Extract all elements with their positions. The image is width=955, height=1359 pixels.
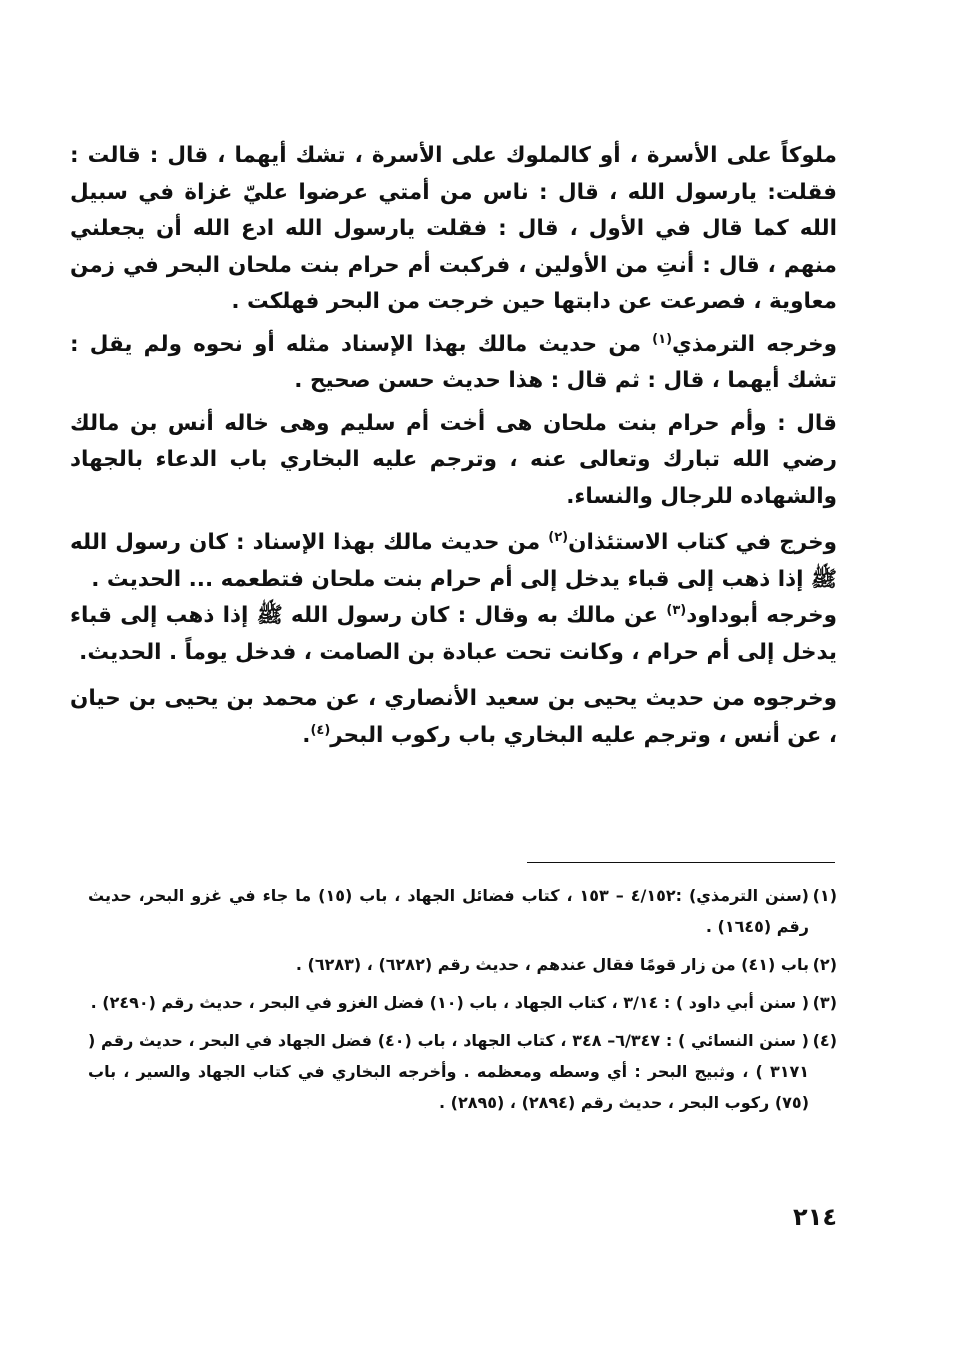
footnote-4-text: ( سنن النسائي ) : ٦/٣٤٧– ٣٤٨ ، كتاب الجهاد ، باب (٤٠) فضل الجهاد في البحر ، حديث رقم ( ٣١٧١ ) ، وثبيج البحر : أي وسطه ومعظمه . وأخرجه البخاري في كتاب الجهاد والسير ، باب (٧٥) ركوب البحر ، حديث رقم (٢٨٩٤) ، (٢٨٩٥) . xyxy=(88,1031,809,1112)
paragraph-3: قال : وأم حرام بنت ملحان هى أخت أم سليم وهى خاله أنس بن مالك رضي الله تبارك وتعالى عنه ، وترجم عليه البخاري باب الدعاء بالجهاد والشهاده للرجال والنساء. xyxy=(70,410,837,509)
main-text xyxy=(70,138,837,754)
footnote-ref-3: (٣) xyxy=(666,602,687,618)
footnote-3-number: (٣) xyxy=(812,993,837,1012)
paragraph-5-start: وخرجه أبوداود xyxy=(686,603,837,628)
paragraph-4-rest: من حديث مالك بهذا الإسناد : كان رسول الله ﷺ إذا ذهب إلى قباء يدخل إلى أم حرام بنت ملحان فتطعمه ... الحديث . xyxy=(70,530,837,592)
footnote-1-number: (١) xyxy=(812,886,837,905)
paragraph-4 xyxy=(70,525,837,598)
footnote-4-number: (٤) xyxy=(812,1031,837,1050)
paragraph-2 xyxy=(70,327,837,400)
footnote-2-text: باب (٤١) من زار قومًا فقال عندهم ، حديث رقم (٦٢٨٢) ، (٦٢٨٣) . xyxy=(295,955,809,974)
footnote-divider xyxy=(527,862,835,863)
paragraph-1: ملوكاً على الأسرة ، أو كالملوك على الأسرة ، تشك أيهما ، قال : قالت : فقلت: يارسول الله ، قال : ناس من أمتي عرضوا عليّ غزاة في سبيل الله كما قال في الأول ، قال : فقلت يارسول الله ادع الله أن يجعلني منهم ، قال : أنتِ من الأولين ، فركبت أم حرام بنت ملحان البحر في زمن معاوية ، فصرعت عن دابتها حين خرجت من البحر فهلكت . xyxy=(70,143,837,314)
page-number: ٢١٤ xyxy=(793,1203,837,1231)
paragraph-4-start: وخرج في كتاب الاستئذان xyxy=(568,530,837,555)
paragraph-6-rest: . xyxy=(302,722,311,748)
footnote-ref-1: (١) xyxy=(652,331,673,347)
footnote-3-text: ( سنن أبي داود ) : ٣/١٤ ، كتاب الجهاد ، باب (١٠) فضل الغزو في البحر ، حديث رقم (٢٤٩٠) . xyxy=(90,993,809,1012)
footnotes xyxy=(88,880,837,1125)
paragraph-5-rest: عن مالك به وقال : كان رسول الله ﷺ إذا ذهب إلى قباء يدخل إلى أم حرام ، وكانت تحت عبادة بن الصامت ، فدخل يوماً . الحديث. xyxy=(70,603,837,665)
footnote-1 xyxy=(88,880,837,942)
footnote-4 xyxy=(88,1025,837,1118)
footnote-2 xyxy=(88,949,837,980)
footnote-ref-2: (٢) xyxy=(548,529,569,545)
paragraph-6 xyxy=(70,681,837,754)
paragraph-2-start: وخرجه الترمذي xyxy=(672,331,837,357)
footnote-1-text: (سنن الترمذي) :٤/١٥٢ – ١٥٣ ، كتاب فضائل الجهاد ، باب (١٥) ما جاء في غزو البحر، حديث رقم (١٦٤٥) . xyxy=(88,886,809,936)
paragraph-2-rest: من حديث مالك بهذا الإسناد مثله أو نحوه ولم يقل : تشك أيهما ، قال : ثم قال : هذا حديث حسن صحيح . xyxy=(70,331,837,393)
footnote-ref-4: (٤) xyxy=(310,722,331,738)
footnote-3 xyxy=(88,987,837,1018)
footnote-2-number: (٢) xyxy=(812,955,837,974)
paragraph-6-start: وخرجوه من حديث يحيى بن سعيد الأنصاري ، عن محمد بن يحيى بن حيان ، عن أنس ، وترجم عليه البخاري باب ركوب البحر xyxy=(70,686,837,748)
paragraph-5 xyxy=(70,598,837,671)
